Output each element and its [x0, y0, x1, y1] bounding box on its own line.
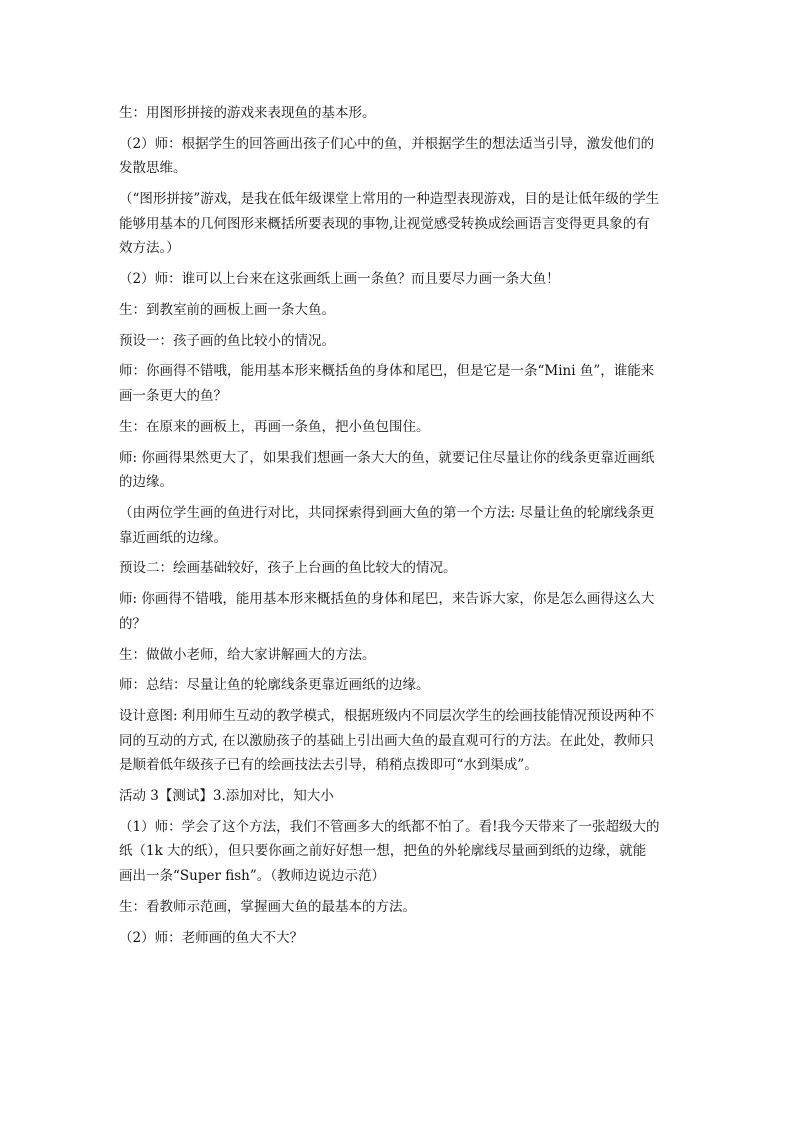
- text-line: 效方法。）: [119, 240, 180, 257]
- document-body: [119, 101, 679, 950]
- text-line: （1）师：学会了这个方法，我们不管画多大的纸都不怕了。看!我今天带来了一张超级大的: [119, 818, 660, 835]
- text-line: 师: 你画得果然更大了，如果我们想画一条大大的鱼，就要记住尽量让你的线条更靠近画纸: [119, 449, 655, 466]
- text-line: 发散思维。: [119, 160, 187, 177]
- text-line: 的？: [119, 615, 146, 632]
- text-line: （2）师：谁可以上台来在这张画纸上画一条鱼？而且要尽力画一条大鱼！: [119, 271, 560, 288]
- text-line: 生：看教师示范画，掌握画大鱼的最基本的方法。: [119, 898, 416, 915]
- text-line: 的边缘。: [119, 474, 173, 491]
- text-line: 生：到教室前的画板上画一条大鱼。: [119, 301, 335, 318]
- text-line: （2）师：老师画的鱼大不大？: [119, 929, 304, 946]
- text-line: 纸（1k 大的纸），但只要你画之前好好想一想，把鱼的外轮廓线尽量画到纸的边缘，就能: [119, 843, 647, 860]
- text-line: 靠近画纸的边缘。: [119, 529, 227, 546]
- text-line: 预设一：孩子画的鱼比较小的情况。: [119, 332, 335, 349]
- text-line: 预设二：绘画基础较好，孩子上台画的鱼比较大的情况。: [119, 560, 457, 577]
- text-line: 生：用图形拼接的游戏来表现鱼的基本形。: [119, 105, 376, 121]
- text-line: 师: 你画得不错哦，能用基本形来概括鱼的身体和尾巴，来告诉大家，你是怎么画得这么大: [119, 591, 655, 608]
- text-line: 师：总结：尽量让鱼的轮廓线条更靠近画纸的边缘。: [119, 677, 430, 694]
- text-line: （由两位学生画的鱼进行对比，共同探索得到画大鱼的第一个方法: 尽量让鱼的轮廓线条更: [119, 505, 655, 521]
- text-line: 生：在原来的画板上，再画一条鱼，把小鱼包围住。: [119, 418, 430, 435]
- text-line: 设计意图: 利用师生互动的教学模式，根据班级内不同层次学生的绘画技能情况预设两种不: [119, 708, 655, 725]
- text-line: 画一条更大的鱼？: [119, 388, 227, 405]
- text-line: 师：你画得不错哦，能用基本形来概括鱼的身体和尾巴，但是它是一条“Mini 鱼”，谁能来: [119, 363, 655, 380]
- text-line: 能够用基本的几何图形来概括所要表现的事物,让视觉感受转换成绘画语言变得更具象的有: [119, 215, 650, 232]
- text-line: 同的互动的方式, 在以激励孩子的基础上引出画大鱼的最直观可行的方法。在此处，教师只: [119, 732, 655, 749]
- text-line: 生：做做小老师，给大家讲解画大的方法。: [119, 646, 376, 663]
- text-line: 活动 3【测试】3.添加对比，知大小: [119, 788, 334, 805]
- text-line: （“图形拼接”游戏，是我在低年级课堂上常用的一种造型表现游戏，目的是让低年级的学生: [119, 191, 660, 208]
- text-line: 是顺着低年级孩子已有的绘画技法去引导，稍稍点拨即可“水到渠成”。: [119, 757, 538, 774]
- text-line: 画出一条“Super fish”。（教师边说边示范）: [119, 868, 385, 885]
- text-line: （2）师：根据学生的回答画出孩子们心中的鱼，并根据学生的想法适当引导，激发他们的: [119, 135, 655, 152]
